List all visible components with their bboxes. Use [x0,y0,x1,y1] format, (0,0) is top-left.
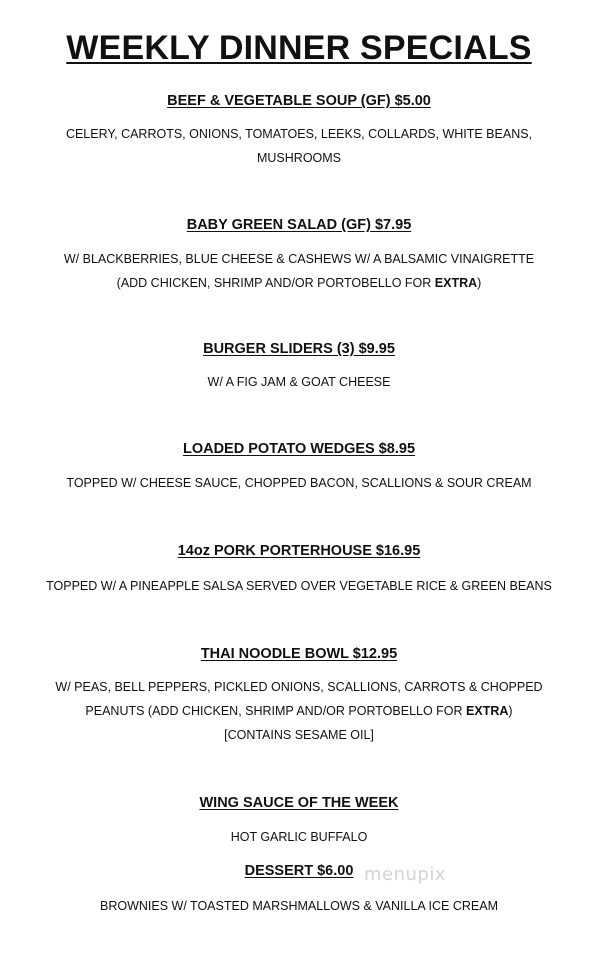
desc-line: W/ BLACKBERRIES, BLUE CHEESE & CASHEWS W/ A BALSAMIC VINAIGRETTE [63,252,535,266]
item-name-dessert: DESSERT $6.00 [244,863,354,879]
item-desc-wing-sauce [20,825,578,849]
desc-line: W/ A FIG JAM & GOAT CHEESE [207,375,391,389]
desc-text: PEANUTS (ADD CHICKEN, SHRIMP AND/OR PORTOBELLO FOR [85,704,467,718]
desc-text: ) [477,276,482,290]
desc-text: (ADD CHICKEN, SHRIMP AND/OR PORTOBELLO FOR [116,276,435,290]
item-desc-thai-noodle-bowl [20,675,578,747]
watermark: menupix [364,864,447,885]
desc-line: MUSHROOMS [256,151,342,165]
item-desc-beef-vegetable-soup [20,122,578,170]
item-name-wing-sauce: WING SAUCE OF THE WEEK [199,795,399,811]
extra-label: EXTRA [466,704,509,718]
item-name-baby-green-salad: BABY GREEN SALAD (GF) $7.95 [186,217,412,233]
item-desc-baby-green-salad [20,247,578,295]
item-desc-loaded-potato-wedges [20,471,578,495]
item-desc-burger-sliders [20,370,578,394]
item-name-pork-porterhouse: 14oz PORK PORTERHOUSE $16.95 [177,543,421,559]
desc-line: BROWNIES W/ TOASTED MARSHMALLOWS & VANILLA ICE CREAM [100,899,498,913]
item-desc-pork-porterhouse [20,574,578,598]
item-name-loaded-potato-wedges: LOADED POTATO WEDGES $8.95 [182,441,416,457]
item-name-thai-noodle-bowl: THAI NOODLE BOWL $12.95 [200,646,398,662]
item-name-beef-vegetable-soup: BEEF & VEGETABLE SOUP (GF) $5.00 [167,93,431,109]
desc-line: TOPPED W/ CHEESE SAUCE, CHOPPED BACON, SCALLIONS & SOUR CREAM [66,476,532,490]
desc-line: HOT GARLIC BUFFALO [230,830,368,844]
desc-text: ) [508,704,513,718]
item-name-burger-sliders: BURGER SLIDERS (3) $9.95 [203,341,395,357]
desc-line-extra [20,271,578,295]
extra-label: EXTRA [434,276,478,290]
desc-line: W/ PEAS, BELL PEPPERS, PICKLED ONIONS, SCALLIONS, CARROTS & CHOPPED [55,680,543,694]
desc-line: CELERY, CARROTS, ONIONS, TOMATOES, LEEKS, COLLARDS, WHITE BEANS, [65,127,533,141]
menu-title: WEEKLY DINNER SPECIALS [66,29,532,67]
desc-line: [CONTAINS SESAME OIL] [224,728,374,742]
desc-line: TOPPED W/ A PINEAPPLE SALSA SERVED OVER VEGETABLE RICE & GREEN BEANS [46,579,552,593]
item-desc-dessert [20,894,578,918]
desc-line-extra [20,699,578,723]
